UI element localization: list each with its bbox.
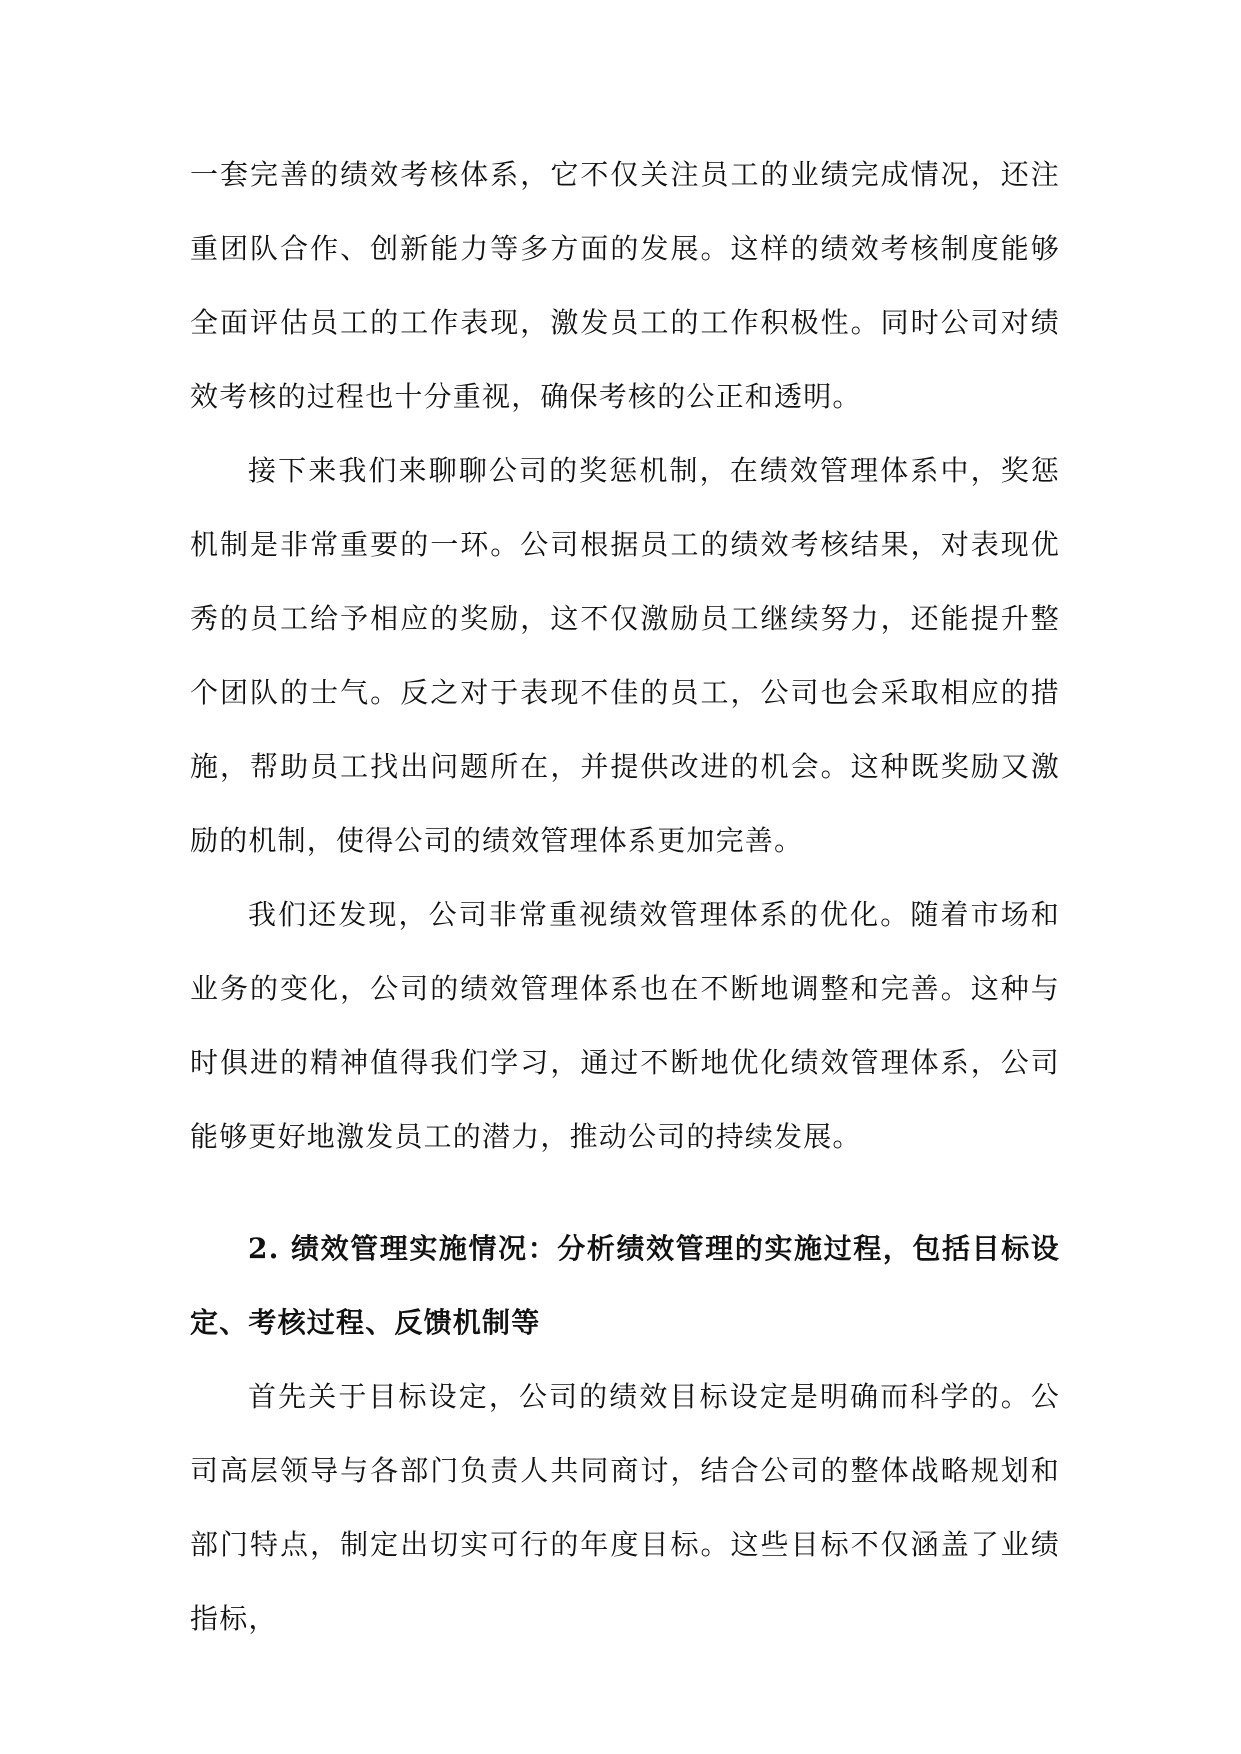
paragraph-goal-setting: 首先关于目标设定，公司的绩效目标设定是明确而科学的。公司高层领导与各部门负责人共同商讨，结合公司的整体战略规划和部门特点，制定出切实可行的年度目标。这些目标不仅涵盖了业绩指标， bbox=[190, 1380, 1060, 1635]
paragraph-continuation: 一套完善的绩效考核体系，它不仅关注员工的业绩完成情况，还注重团队合作、创新能力等多方面的发展。这样的绩效考核制度能够全面评估员工的工作表现，激发员工的工作积极性。同时公司对绩效考核的过程也十分重视，确保考核的公正和透明。 bbox=[190, 158, 1060, 413]
paragraph-reward-punishment: 接下来我们来聊聊公司的奖惩机制，在绩效管理体系中，奖惩机制是非常重要的一环。公司根据员工的绩效考核结果，对表现优秀的员工给予相应的奖励，这不仅激励员工继续努力，还能提升整个团队的士气。反之对于表现不佳的员工，公司也会采取相应的措施，帮助员工找出问题所在，并提供改进的机会。这种既奖励又激励的机制，使得公司的绩效管理体系更加完善。 bbox=[190, 454, 1060, 857]
document-body bbox=[190, 138, 1060, 1656]
paragraph-optimization: 我们还发现，公司非常重视绩效管理体系的优化。随着市场和业务的变化，公司的绩效管理体系也在不断地调整和完善。这种与时俱进的精神值得我们学习，通过不断地优化绩效管理体系，公司能够更好地激发员工的潜力，推动公司的持续发展。 bbox=[190, 898, 1060, 1153]
section-heading: 2. 绩效管理实施情况：分析绩效管理的实施过程，包括目标设定、考核过程、反馈机制等 bbox=[190, 1232, 1060, 1339]
